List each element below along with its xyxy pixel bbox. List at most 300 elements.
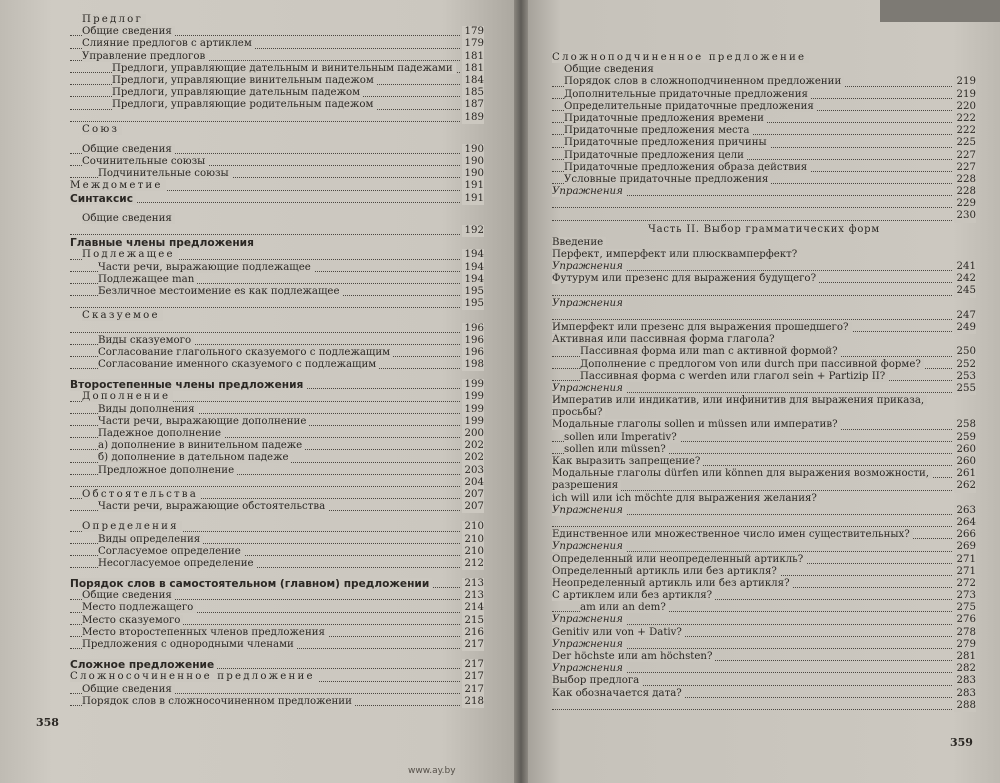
dot-leader: [552, 526, 952, 527]
toc-entry: [552, 468, 976, 480]
toc-entry: [552, 298, 976, 310]
toc-entry: [70, 180, 484, 192]
toc-entry-title: Общие сведения: [564, 64, 657, 75]
toc-page-number: 217: [462, 639, 484, 651]
toc-page-number: 258: [954, 419, 976, 431]
toc-entry-title: Союз: [82, 124, 122, 135]
toc-page-number: 281: [954, 651, 976, 663]
toc-entry-title: Имперфект или презенс для выражения прошедшего?: [552, 322, 852, 333]
toc-entry-title: Императив или индикатив, или инфинитив для выражения приказа,: [552, 395, 927, 406]
toc-spacer: [70, 205, 484, 213]
toc-entry: [552, 505, 976, 517]
toc-entry: [70, 440, 484, 452]
toc-entry-title: Место подлежащего: [82, 602, 196, 613]
toc-page-number: 222: [954, 125, 976, 137]
book-gutter: [514, 0, 528, 783]
toc-entry-title: [70, 225, 73, 236]
toc-page-number: 245: [954, 285, 976, 297]
toc-entry: [70, 534, 484, 546]
dot-leader: [552, 295, 952, 296]
toc-entry-title: Место второстепенных членов предложения: [82, 627, 328, 638]
toc-entry-title: Общие сведения: [82, 144, 175, 155]
toc-entry-title: Междометие: [70, 180, 166, 191]
toc-entry-title: Общие сведения: [82, 684, 175, 695]
toc-entry: [552, 517, 976, 529]
toc-page-number: 194: [462, 274, 484, 286]
toc-page-number: 217: [462, 684, 484, 696]
toc-entry-title: Виды дополнения: [98, 404, 198, 415]
toc-page-number: 204: [462, 477, 484, 489]
toc-entry-title: Общие сведения: [82, 213, 175, 224]
toc-entry-title: [552, 210, 555, 221]
toc-entry: [552, 541, 976, 553]
toc-entry: [70, 213, 484, 225]
toc-page-number: 260: [954, 444, 976, 456]
toc-entry: [552, 627, 976, 639]
toc-entry: [70, 359, 484, 371]
toc-entry: [70, 659, 484, 671]
toc-entry: [552, 237, 976, 249]
toc-entry: [552, 590, 976, 602]
toc-spacer: [70, 371, 484, 379]
toc-page-number: 210: [462, 546, 484, 558]
toc-entry-title: Придаточные предложения цели: [564, 150, 747, 161]
toc-entry: [70, 124, 484, 136]
toc-page-number: 219: [954, 89, 976, 101]
dot-leader: [70, 121, 460, 122]
toc-entry-title: Общие сведения: [82, 590, 175, 601]
toc-spacer: [70, 570, 484, 578]
toc-entry-title: Подлежащее: [82, 249, 178, 260]
toc-entry-title: Виды определения: [98, 534, 203, 545]
toc-entry: [552, 273, 976, 285]
toc-entry-title: Виды сказуемого: [98, 335, 194, 346]
toc-page-number: 260: [954, 456, 976, 468]
toc-entry: [552, 174, 976, 186]
toc-spacer: [70, 651, 484, 659]
toc-page-number: 241: [954, 261, 976, 273]
toc-entry: [552, 52, 976, 64]
toc-entry: [70, 262, 484, 274]
toc-entry-title: am или an dem?: [580, 602, 669, 613]
toc-page-number: 210: [462, 534, 484, 546]
toc-entry-title: Сочинительные союзы: [82, 156, 208, 167]
toc-page-number: 228: [954, 186, 976, 198]
toc-page-number: 249: [954, 322, 976, 334]
toc-page-number: 199: [462, 404, 484, 416]
toc-page-number: 247: [954, 310, 976, 322]
toc-entry: [552, 249, 976, 261]
toc-entry: [70, 237, 484, 249]
toc-entry-title: Предлоги, управляющие винительным падежом: [112, 75, 377, 86]
toc-page-number: 196: [462, 323, 484, 335]
toc-page-number: 196: [462, 335, 484, 347]
toc-entry-title: Подчинительные союзы: [98, 168, 232, 179]
toc-entry-title: Безличное местоимение es как подлежащее: [98, 286, 343, 297]
toc-entry-title: [70, 298, 73, 309]
toc-entry: [552, 162, 976, 174]
toc-page-number: 212: [462, 558, 484, 570]
toc-entry: [552, 529, 976, 541]
toc-entry-title: Порядок слов в самостоятельном (главном) предложении: [70, 578, 432, 590]
toc-page-number: 259: [954, 432, 976, 444]
toc-page-number: 263: [954, 505, 976, 517]
toc-page-number: 192: [462, 225, 484, 237]
dot-leader: [70, 332, 460, 333]
toc-page-number: 288: [954, 700, 976, 712]
toc-page-number: 279: [954, 639, 976, 651]
toc-page-number: 282: [954, 663, 976, 675]
toc-entry: [552, 137, 976, 149]
toc-entry-title: Второстепенные члены предложения: [70, 379, 306, 391]
toc-entry-title: Согласование именного сказуемого с подлежащим: [98, 359, 379, 370]
toc-entry-title: [552, 700, 555, 711]
toc-entry: [70, 501, 484, 513]
toc-entry-title: Определительные придаточные предложения: [564, 101, 817, 112]
toc-entry-title: Модальные глаголы dürfen или können для выражения возможности,: [552, 468, 932, 479]
toc-entry-title: Genitiv или von + Dativ?: [552, 627, 685, 638]
toc-entry-title: sollen или Imperativ?: [564, 432, 680, 443]
toc-page-number: 269: [954, 541, 976, 553]
toc-entry: [70, 310, 484, 322]
toc-entry-title: Выбор предлога: [552, 675, 642, 686]
toc-page-number: 227: [954, 150, 976, 162]
toc-page-number: 261: [954, 468, 976, 480]
toc-entry: [552, 359, 976, 371]
toc-page-number: 184: [462, 75, 484, 87]
left-page-number: 358: [36, 716, 59, 729]
toc-entry: [70, 416, 484, 428]
toc-entry-title: разрешения: [552, 480, 621, 491]
toc-entry: [70, 99, 484, 111]
toc-page-number: 210: [462, 521, 484, 533]
toc-entry-title: Упражнения: [552, 541, 626, 552]
toc-page-number: 278: [954, 627, 976, 639]
toc-entry-title: Упражнения: [552, 614, 626, 625]
toc-entry-title: [70, 477, 73, 488]
toc-page-number: 181: [462, 63, 484, 75]
toc-entry: [70, 428, 484, 440]
toc-page-number: 218: [462, 696, 484, 708]
toc-page-number: 227: [954, 162, 976, 174]
toc-entry-title: Придаточные предложения места: [564, 125, 752, 136]
toc-entry-title: Падежное дополнение: [98, 428, 224, 439]
toc-entry-title: Сложносочиненное предложение: [70, 671, 318, 682]
toc-entry: [552, 76, 976, 88]
toc-page-number: 199: [462, 391, 484, 403]
toc-entry: [70, 521, 484, 533]
toc-entry-title: Сказуемое: [82, 310, 163, 321]
toc-entry: [70, 323, 484, 335]
toc-entry-title: Предлог: [82, 14, 146, 25]
toc-page-number: 228: [954, 174, 976, 186]
toc-entry: [70, 391, 484, 403]
toc-entry: [552, 395, 976, 407]
toc-entry-title: Части речи, выражающие обстоятельства: [98, 501, 328, 512]
watermark: www.ay.by: [408, 766, 456, 776]
toc-entry: [70, 627, 484, 639]
toc-page-number: 283: [954, 675, 976, 687]
toc-entry: [70, 590, 484, 602]
toc-entry: [552, 64, 976, 76]
toc-page-number: 225: [954, 137, 976, 149]
toc-page-number: 272: [954, 578, 976, 590]
toc-entry: [70, 286, 484, 298]
toc-entry-title: Определения: [82, 521, 182, 532]
toc-entry-title: Пассивная форма с werden или глагол sein + Partizip II?: [580, 371, 888, 382]
toc-entry-title: Предлоги, управляющие родительным падежом: [112, 99, 376, 110]
toc-entry: [70, 14, 484, 26]
toc-entry-title: б) дополнение в дательном падеже: [98, 452, 291, 463]
toc-entry-title: [552, 285, 555, 296]
toc-entry-title: Порядок слов в сложноподчиненном предложении: [564, 76, 844, 87]
toc-entry-title: Перфект, имперфект или плюсквамперфект?: [552, 249, 800, 260]
toc-entry-title: [552, 517, 555, 528]
toc-entry: [552, 310, 976, 322]
toc-page-number: 194: [462, 262, 484, 274]
toc-page-number: 179: [462, 38, 484, 50]
toc-entry-title: ich will или ich möchte для выражения желания?: [552, 493, 820, 504]
toc-entry-title: [552, 198, 555, 209]
toc-entry-title: Придаточные предложения причины: [564, 137, 770, 148]
toc-entry: [552, 493, 976, 505]
toc-entry: [70, 379, 484, 391]
toc-entry: [70, 335, 484, 347]
toc-entry-title: Согласуемое определение: [98, 546, 244, 557]
toc-page-number: 200: [462, 428, 484, 440]
toc-page-number: 230: [954, 210, 976, 222]
toc-entry-title: Активная или пассивная форма глагола?: [552, 334, 778, 345]
toc-entry: [70, 75, 484, 87]
toc-entry-title: Общие сведения: [82, 26, 175, 37]
toc-entry: [70, 639, 484, 651]
toc-page-number: 216: [462, 627, 484, 639]
toc-entry: [552, 639, 976, 651]
toc-entry: [552, 334, 976, 346]
toc-entry-title: Модальные глаголы sollen и müssen или императив?: [552, 419, 841, 430]
dot-leader: [552, 709, 952, 710]
toc-entry: [552, 198, 976, 210]
toc-page-number: 220: [954, 101, 976, 113]
toc-entry-title: Дополнительные придаточные предложения: [564, 89, 811, 100]
toc-page-number: 195: [462, 286, 484, 298]
toc-page-number: 189: [462, 112, 484, 124]
toc-page-number: 190: [462, 144, 484, 156]
toc-entry-title: просьбы?: [552, 407, 605, 418]
toc-page-number: 217: [462, 659, 484, 671]
toc-entry-title: Несогласуемое определение: [98, 558, 257, 569]
toc-entry: [552, 346, 976, 358]
toc-page-number: 271: [954, 566, 976, 578]
toc-entry-title: а) дополнение в винительном падеже: [98, 440, 305, 451]
toc-page-number: 181: [462, 51, 484, 63]
toc-page-number: 271: [954, 554, 976, 566]
toc-entry-title: Дополнение с предлогом von или durch при пассивной форме?: [580, 359, 924, 370]
toc-entry-title: Определенный или неопределенный артикль?: [552, 554, 806, 565]
toc-entry: [70, 615, 484, 627]
toc-entry: [552, 675, 976, 687]
toc-entry: [552, 89, 976, 101]
toc-entry: [552, 456, 976, 468]
toc-entry: [552, 480, 976, 492]
toc-page-number: 242: [954, 273, 976, 285]
toc-entry: [70, 225, 484, 237]
toc-entry-title: Как обозначается дата?: [552, 688, 685, 699]
toc-entry-title: Подлежащее man: [98, 274, 197, 285]
toc-entry: [70, 112, 484, 124]
toc-entry-title: Порядок слов в сложносочиненном предложении: [82, 696, 355, 707]
toc-page-number: 207: [462, 489, 484, 501]
toc-page-number: 219: [954, 76, 976, 88]
toc-entry: [70, 144, 484, 156]
toc-entry: [70, 671, 484, 683]
toc-entry: [552, 432, 976, 444]
toc-entry: [70, 465, 484, 477]
toc-entry-title: [70, 323, 73, 334]
toc-page-number: 202: [462, 452, 484, 464]
toc-entry: [70, 602, 484, 614]
toc-entry-title: Der höchste или am höchsten?: [552, 651, 715, 662]
toc-page-number: 190: [462, 156, 484, 168]
toc-entry-title: Пассивная форма или man с активной формой?: [580, 346, 841, 357]
toc-entry: [552, 125, 976, 137]
toc-entry: [552, 261, 976, 273]
toc-entry-title: Придаточные предложения образа действия: [564, 162, 810, 173]
toc-entry-title: Предлоги, управляющие дательным падежом: [112, 87, 363, 98]
toc-entry: [70, 63, 484, 75]
toc-entry-title: Введение: [552, 237, 606, 248]
toc-entry: [70, 404, 484, 416]
toc-entry: [552, 663, 976, 675]
dot-leader: [552, 319, 952, 320]
toc-entry: [552, 210, 976, 222]
toc-entry-title: Предлоги, управляющие дательным и винительным падежами: [112, 63, 456, 74]
toc-entry-title: Футурум или презенс для выражения будущего?: [552, 273, 819, 284]
toc-entry-title: Дополнение: [82, 391, 173, 402]
toc-page-number: 215: [462, 615, 484, 627]
toc-entry: [552, 566, 976, 578]
toc-entry-title: Синтаксис: [70, 193, 136, 205]
toc-entry: [552, 407, 976, 419]
toc-entry: [70, 298, 484, 310]
left-toc: [70, 14, 484, 708]
toc-entry-title: Согласование глагольного сказуемого с подлежащим: [98, 347, 393, 358]
toc-entry: [552, 444, 976, 456]
toc-page-number: 191: [462, 180, 484, 192]
toc-entry: [552, 101, 976, 113]
toc-entry: [552, 554, 976, 566]
toc-entry: [70, 51, 484, 63]
toc-entry: [552, 371, 976, 383]
toc-page-number: 203: [462, 465, 484, 477]
toc-page-number: 207: [462, 501, 484, 513]
toc-entry: [70, 684, 484, 696]
toc-entry-title: [552, 310, 555, 321]
right-page-number: 359: [950, 736, 973, 749]
toc-page-number: 202: [462, 440, 484, 452]
toc-entry-title: Упражнения: [552, 505, 626, 516]
toc-entry-title: Части речи, выражающие дополнение: [98, 416, 309, 427]
toc-page-number: 273: [954, 590, 976, 602]
toc-page-number: 213: [462, 590, 484, 602]
toc-entry-title: Слияние предлогов с артиклем: [82, 38, 255, 49]
toc-entry: [552, 602, 976, 614]
toc-page-number: 252: [954, 359, 976, 371]
toc-entry: [70, 477, 484, 489]
toc-entry-title: С артиклем или без артикля?: [552, 590, 715, 601]
toc-entry-title: Упражнения: [552, 186, 626, 197]
toc-page-number: 179: [462, 26, 484, 38]
toc-entry: [552, 150, 976, 162]
toc-spacer: [70, 136, 484, 144]
toc-page-number: 190: [462, 168, 484, 180]
toc-entry: [70, 347, 484, 359]
toc-entry: [70, 546, 484, 558]
toc-page-number: 276: [954, 614, 976, 626]
toc-entry-title: [82, 112, 85, 123]
toc-page-number: 191: [462, 193, 484, 205]
toc-entry-title: Неопределенный артикль или без артикля?: [552, 578, 793, 589]
dot-leader: [552, 220, 952, 221]
right-page: [522, 0, 1000, 783]
right-toc: [552, 52, 976, 712]
toc-entry: [552, 285, 976, 297]
toc-entry-title: Упражнения: [552, 639, 626, 650]
toc-entry: [552, 651, 976, 663]
toc-entry-title: Предложения с однородными членами: [82, 639, 297, 650]
dot-leader: [70, 307, 460, 308]
toc-entry-title: Обстоятельства: [82, 489, 201, 500]
toc-page-number: 253: [954, 371, 976, 383]
toc-entry-title: Упражнения: [552, 383, 626, 394]
toc-entry: [70, 696, 484, 708]
toc-entry: [552, 113, 976, 125]
toc-entry-title: Предложное дополнение: [98, 465, 237, 476]
dot-leader: [70, 486, 460, 487]
toc-entry: [70, 249, 484, 261]
background-corner: [880, 0, 1000, 22]
toc-page-number: 214: [462, 602, 484, 614]
toc-page-number: 283: [954, 688, 976, 700]
toc-page-number: 185: [462, 87, 484, 99]
toc-page-number: 213: [462, 578, 484, 590]
toc-entry-title: Сложноподчиненное предложение: [552, 52, 809, 63]
toc-page-number: 275: [954, 602, 976, 614]
toc-entry: [70, 452, 484, 464]
toc-page-number: 198: [462, 359, 484, 371]
toc-entry-title: Части речи, выражающие подлежащее: [98, 262, 314, 273]
toc-entry: [70, 168, 484, 180]
toc-entry-title: Главные члены предложения: [70, 237, 257, 249]
toc-page-number: 229: [954, 198, 976, 210]
toc-page-number: 217: [462, 671, 484, 683]
toc-entry-title: Упражнения: [552, 261, 626, 272]
toc-entry: [70, 274, 484, 286]
toc-page-number: 255: [954, 383, 976, 395]
toc-entry: [552, 614, 976, 626]
toc-entry-title: Единственное или множественное число имен существительных?: [552, 529, 913, 540]
toc-entry: [70, 156, 484, 168]
toc-page-number: 222: [954, 113, 976, 125]
toc-page-number: 199: [462, 416, 484, 428]
toc-entry: [552, 419, 976, 431]
toc-entry: [552, 700, 976, 712]
toc-entry: [70, 38, 484, 50]
toc-entry: [552, 322, 976, 334]
toc-entry: [70, 193, 484, 205]
toc-entry-title: Придаточные предложения времени: [564, 113, 767, 124]
toc-page-number: 194: [462, 249, 484, 261]
